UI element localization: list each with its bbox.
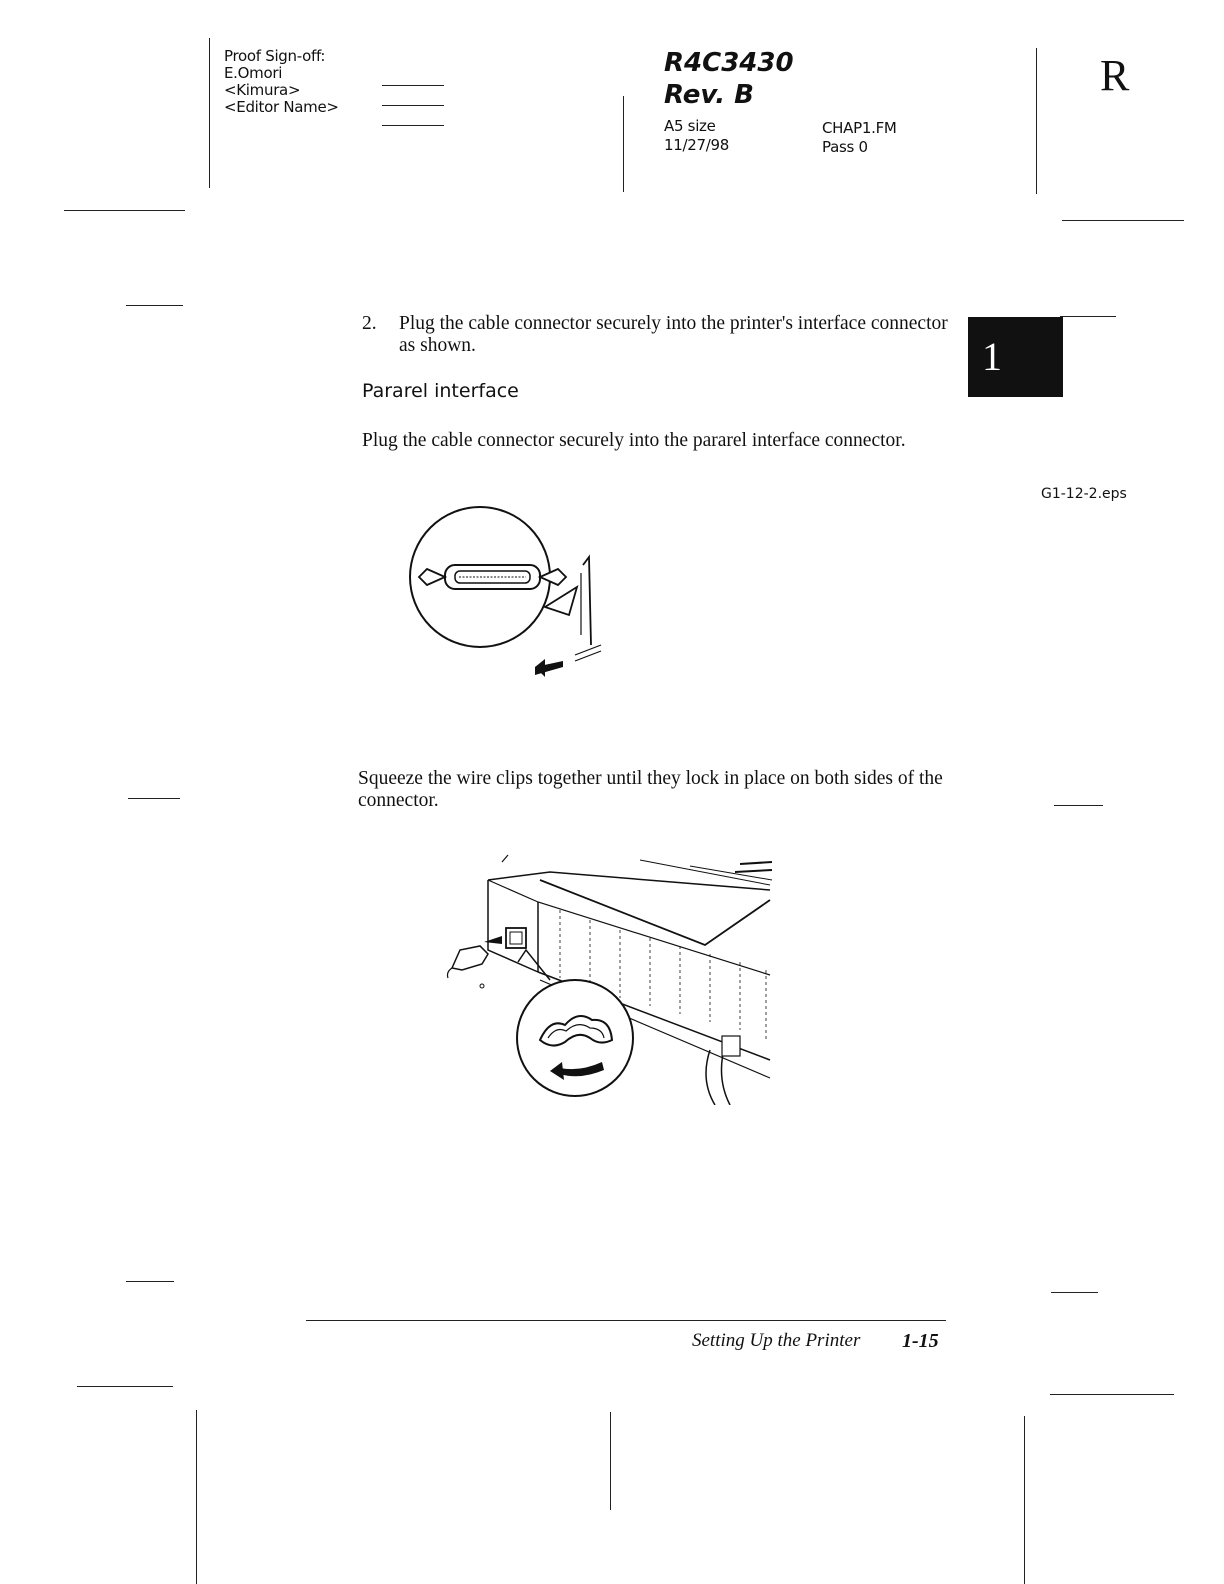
paragraph: Plug the cable connector securely into the pararel interface connector. <box>362 430 906 451</box>
crop-mark <box>1024 1416 1025 1584</box>
proof-label: Proof Sign-off: <box>224 47 326 65</box>
crop-mark <box>623 96 624 192</box>
signer-name: <Editor Name> <box>224 98 339 116</box>
crop-mark <box>610 1412 611 1510</box>
signature-line <box>382 85 444 86</box>
footer-page-number: 1-15 <box>902 1330 939 1352</box>
signer-name: <Kimura> <box>224 81 301 99</box>
chapter-tab <box>968 317 1063 397</box>
doc-file: CHAP1.FM <box>822 119 897 137</box>
margin-mark <box>126 305 183 306</box>
signature-line <box>382 105 444 106</box>
crop-mark <box>196 1410 197 1584</box>
crop-mark <box>209 38 210 188</box>
proof-signoff <box>224 48 339 116</box>
doc-size: A5 size <box>664 117 716 135</box>
step-text: Plug the cable connector securely into the printer's interface connector as shown. <box>399 313 948 356</box>
doc-pass: Pass 0 <box>822 138 868 156</box>
figure-label: G1-12-2.eps <box>1041 486 1127 502</box>
paragraph: Squeeze the wire clips together until they lock in place on both sides of the connector. <box>358 768 943 811</box>
footer-rule <box>306 1320 946 1321</box>
chapter-number: 1 <box>982 334 1002 379</box>
step-number: 2. <box>362 313 377 334</box>
crop-mark <box>1036 48 1037 194</box>
margin-mark <box>1060 316 1116 317</box>
margin-mark <box>128 798 180 799</box>
footer-section-title: Setting Up the Printer <box>692 1330 861 1351</box>
signature-line <box>382 125 444 126</box>
margin-mark <box>77 1386 173 1387</box>
revision: Rev. B <box>664 80 754 110</box>
crop-mark <box>64 210 185 211</box>
crop-mark <box>1062 220 1184 221</box>
doc-code: R4C3430 <box>664 48 794 78</box>
section-heading: Pararel interface <box>362 380 519 402</box>
margin-mark <box>1050 1394 1174 1395</box>
signer-name: E.Omori <box>224 64 283 82</box>
doc-date: 11/27/98 <box>664 136 729 154</box>
corner-letter: R <box>1100 51 1130 100</box>
parallel-connector-illustration <box>405 495 605 685</box>
margin-mark <box>126 1281 174 1282</box>
margin-mark <box>1054 805 1103 806</box>
margin-mark <box>1051 1292 1098 1293</box>
wire-clips-illustration <box>440 850 776 1105</box>
